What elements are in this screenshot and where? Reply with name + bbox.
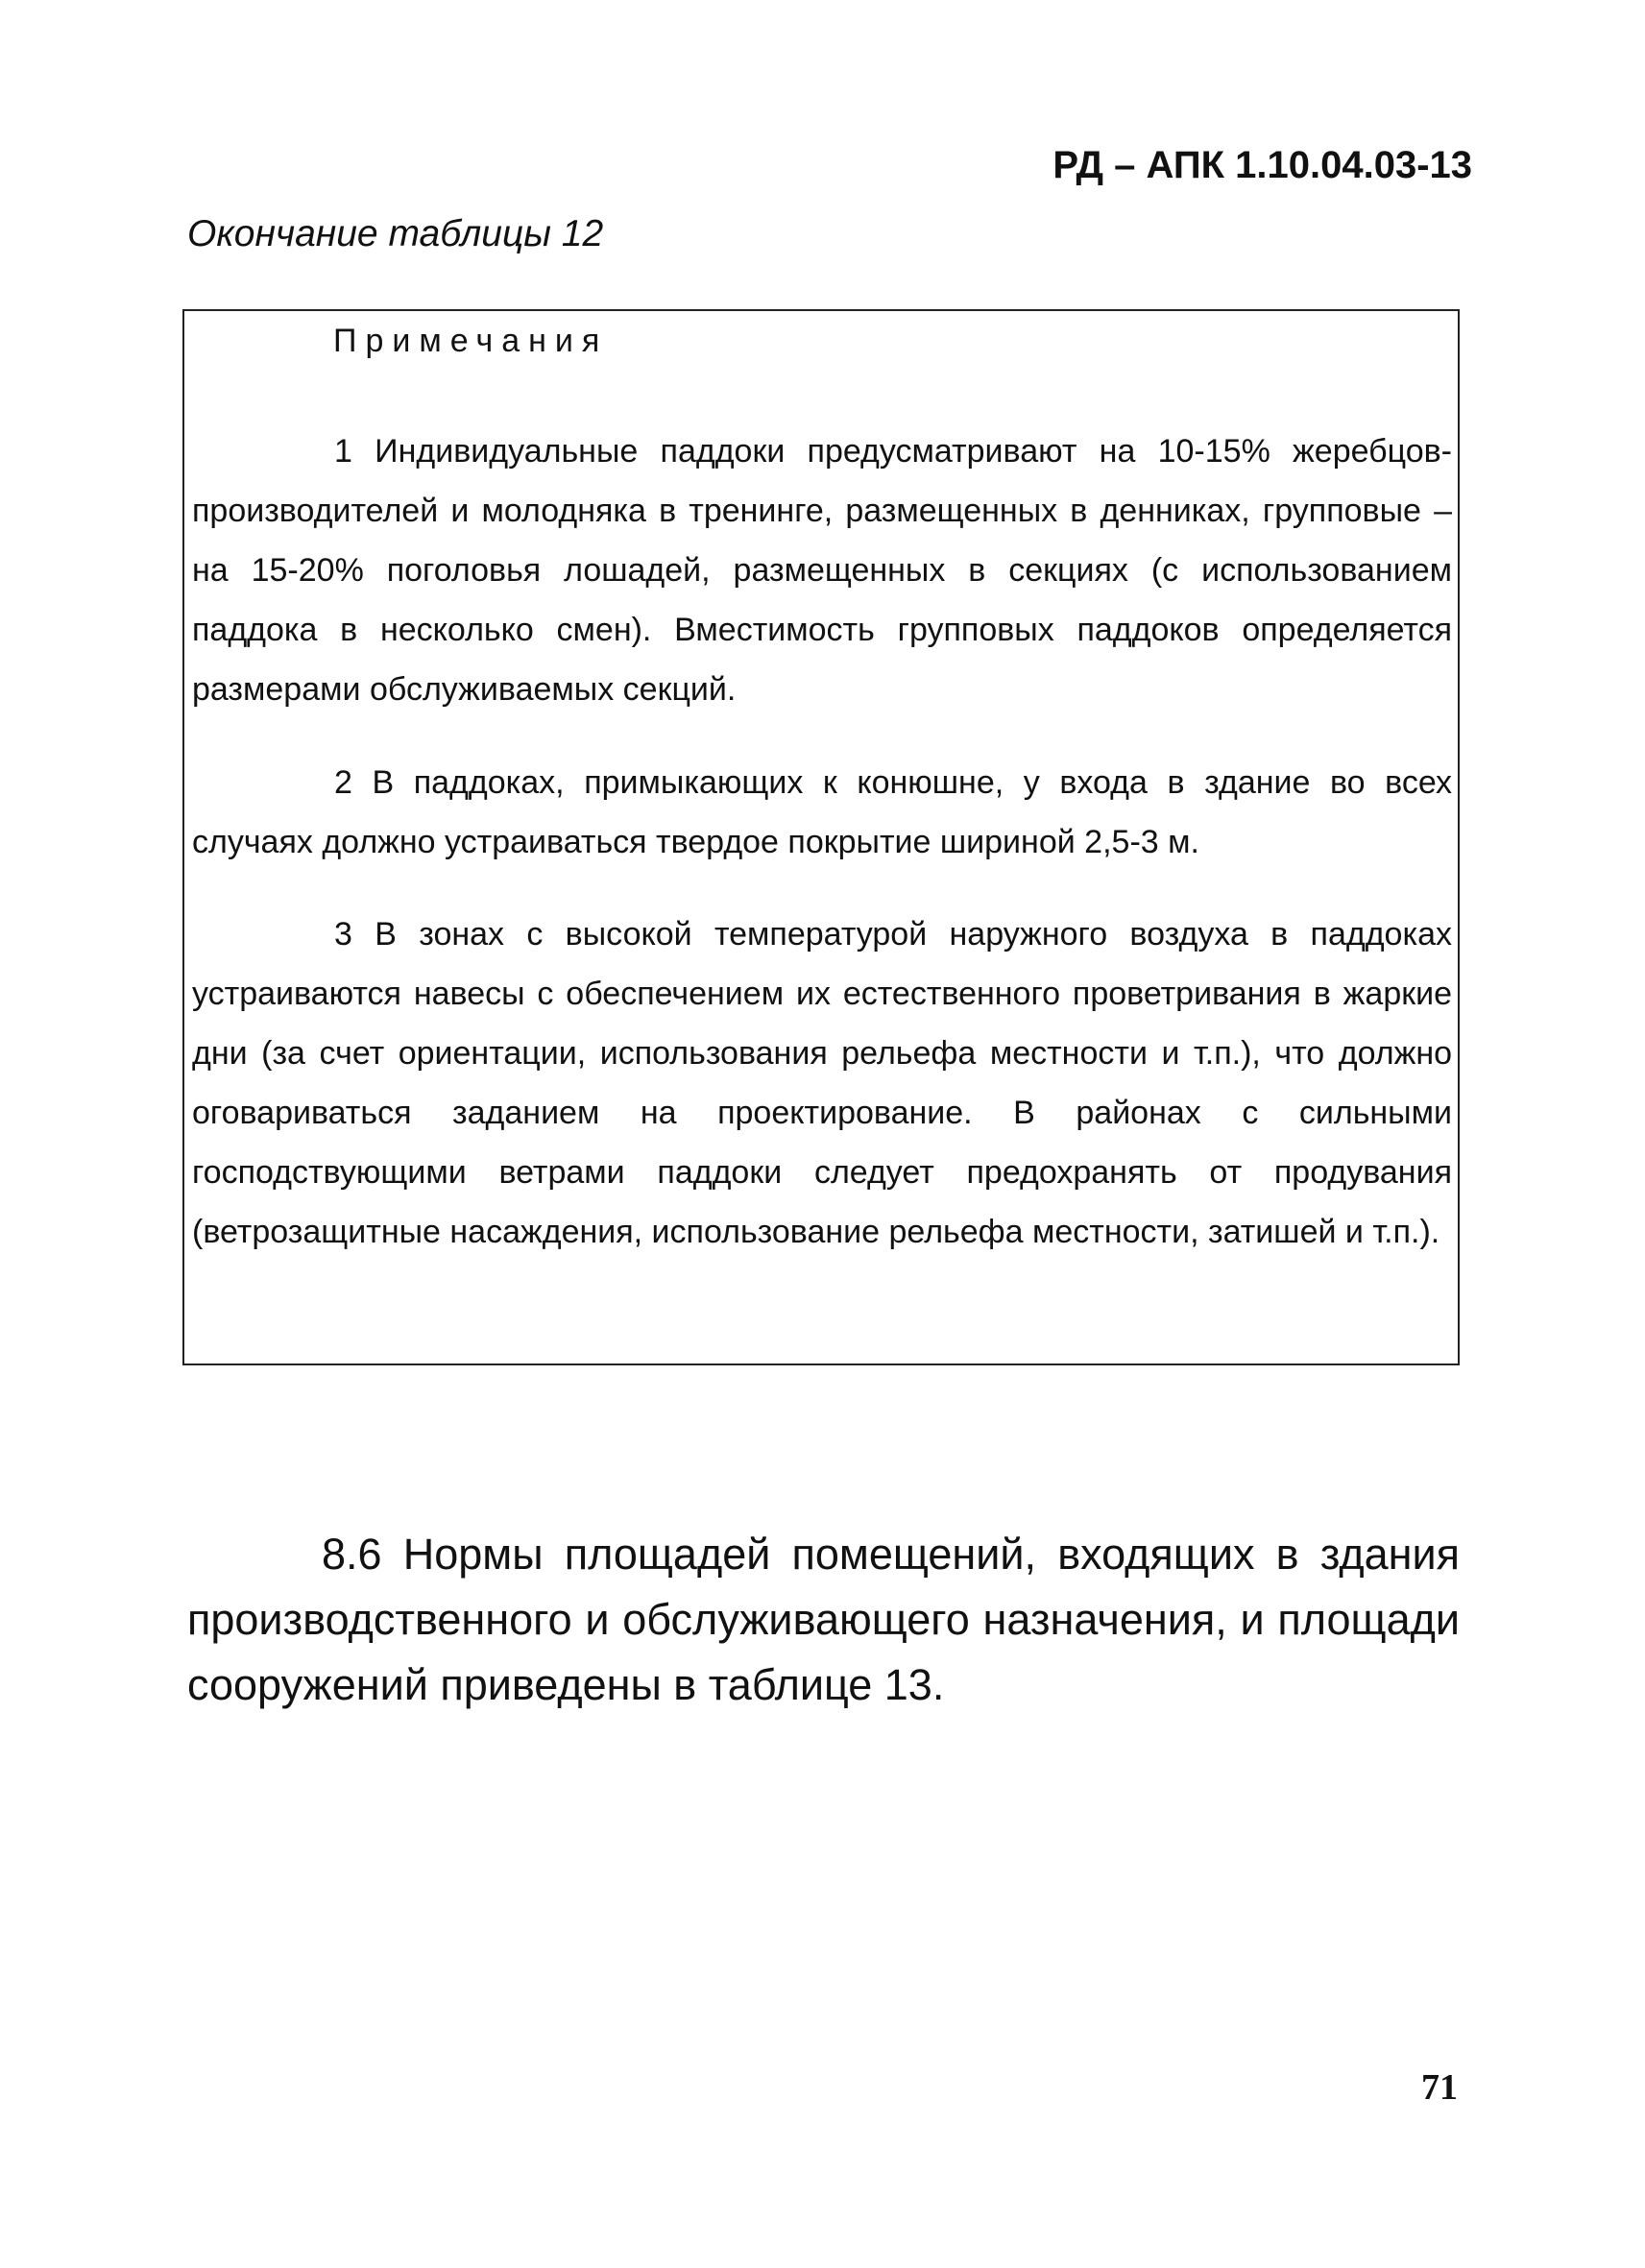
notes-table	[182, 309, 1460, 1365]
note-item: 2 В паддоках, примыкающих к конюшне, у входа в здание во всех случаях должно устраиваться твердое покрытие шириной 2,5-3 м.	[192, 764, 1452, 860]
note-item: 3 В зонах с высокой температурой наружного воздуха в паддоках устраиваются навесы с обеспечением их естественного проветривания в жаркие дни (за счет ориентации, использования рельефа местности и т.п.), что должно оговариваться заданием на проектирование. В районах с сильными господствующими ветрами паддоки следует предохранять от продувания (ветрозащитные насаждения, использование рельефа местности, затишей и т.п.).	[192, 916, 1452, 1250]
page-number: 71	[1421, 2067, 1458, 2108]
table-continuation-caption: Окончание таблицы 12	[187, 213, 604, 254]
section-paragraph: 8.6 Нормы площадей помещений, входящих в здания производственного и обслуживающего назначения, и площади сооружений приведены в таблице 13.	[187, 1530, 1460, 1709]
notes-heading: Примечания	[333, 323, 609, 359]
document-code: РД – АПК 1.10.04.03-13	[1052, 144, 1472, 186]
note-item: 1 Индивидуальные паддоки предусматривают на 10-15% жеребцов-производителей и молодняка в тренинге, размещенных в денниках, групповые – на 15-20% поголовья лошадей, размещенных в секциях (с использованием паддока в несколько смен). Вместимость групповых паддоков определяется размерами обслуживаемых секций.	[192, 433, 1452, 708]
